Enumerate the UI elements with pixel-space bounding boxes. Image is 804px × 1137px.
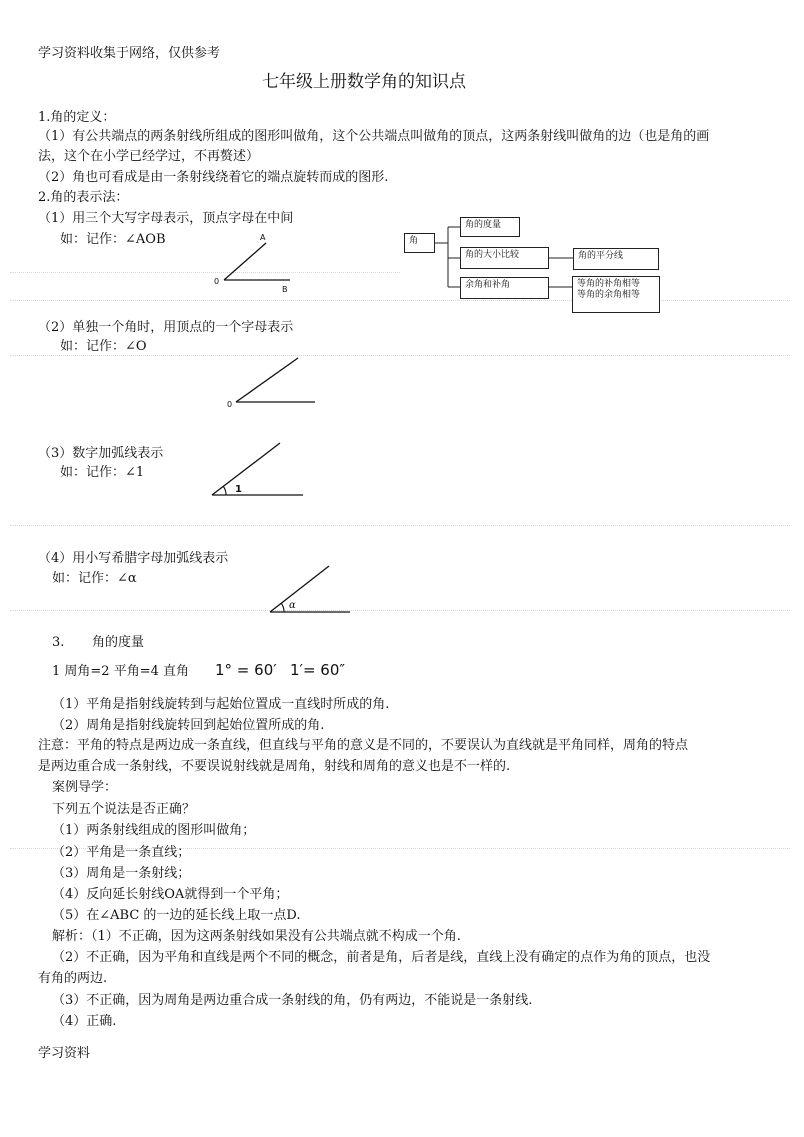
minute-conversion: 1′= 60″	[290, 661, 345, 679]
rule-complement: 等角的余角相等	[577, 290, 641, 300]
degree-conversion: 1° = 60′	[215, 661, 277, 679]
figure-angle-aob	[214, 233, 290, 294]
question-5: （5）在∠ABC 的一边的延长线上取一点D.	[52, 908, 301, 923]
ray-oa	[224, 243, 266, 280]
footer-note: 学习资料	[38, 1046, 91, 1061]
mindmap-node-measure: 角的度量	[460, 217, 520, 237]
question-intro: 下列五个说法是否正确？	[52, 802, 196, 817]
question-1: （1）两条射线组成的图形叫做角；	[52, 823, 256, 838]
method-4: （4）用小写希腊字母加弧线表示	[38, 551, 229, 566]
section-3-number: 3.	[52, 635, 65, 650]
answer-4: （4）正确.	[52, 1014, 117, 1029]
note-line-b: 是两边重合成一条射线，不要误说射线就是周角，射线和周角的意义也是不一样的.	[38, 759, 511, 774]
full-angle-def: （2）周角是指射线旋转回到起始位置所成的角.	[52, 718, 325, 733]
method-4-example: 如：记作：∠α	[52, 571, 137, 586]
rule-supplement: 等角的补角相等	[577, 279, 641, 289]
question-2: （2）平角是一条直线；	[52, 845, 191, 860]
answer-2a: （2）不正确，因为平角和直线是两个不同的概念，前者是角，后者是线，直线上没有确定的点作为角的顶点，也没	[52, 950, 711, 965]
answer-1: 解析：（1）不正确，因为这两条射线如果没有公共端点就不构成一个角.	[52, 929, 461, 944]
method-2-example: 如：记作：∠O	[60, 339, 147, 354]
note-line-a: 注意：平角的特点是两边成一条直线，但直线与平角的意义是不同的，不要误认为直线就是平角同样，周角的特点	[38, 738, 689, 753]
label-1: 1	[235, 484, 242, 495]
definition-line-1a: （1）有公共端点的两条射线所组成的图形叫做角，这个公共端点叫做角的顶点，这两条射线叫做角的边（也是角的画	[38, 129, 710, 144]
mindmap-node-rules	[572, 276, 660, 313]
label-o: 0	[227, 400, 233, 409]
method-1-example: 如：记作：∠AOB	[60, 232, 166, 247]
label-b: B	[282, 285, 288, 294]
section-1-heading: 1.角的定义：	[38, 110, 116, 125]
section-2-heading: 2.角的表示法：	[38, 190, 129, 205]
method-3-example: 如：记作：∠1	[60, 465, 145, 480]
page-title: 七年级上册数学角的知识点	[262, 72, 466, 92]
ray-slanted	[212, 443, 280, 495]
method-2: （2）单独一个角时，用顶点的一个字母表示	[38, 320, 294, 335]
definition-line-1b: 法，这个在小学已经学过，不再赘述）	[38, 149, 260, 164]
straight-angle-def: （1）平角是指射线旋转到与起始位置成一直线时所成的角.	[52, 697, 390, 712]
question-3: （3）周角是一条射线；	[52, 866, 191, 881]
figure-angle-alpha	[270, 566, 350, 612]
angle-arc	[223, 486, 226, 495]
ray-slanted	[236, 358, 298, 402]
method-3: （3）数字加弧线表示	[38, 446, 164, 461]
mindmap-node-complement: 余角和补角	[460, 277, 549, 299]
label-alpha: α	[289, 600, 296, 611]
case-heading: 案例导学：	[52, 780, 118, 795]
unit-relation: 1 周角=2 平角=4 直角	[52, 664, 189, 679]
section-3-heading: 角的度量	[92, 635, 145, 650]
answer-2b: 有角的两边.	[38, 971, 108, 986]
figure-angle-o	[227, 358, 315, 409]
mindmap-root: 角	[404, 233, 435, 253]
question-4: （4）反向延长射线OA就得到一个平角；	[52, 887, 289, 902]
header-note: 学习资料收集于网络，仅供参考	[38, 46, 221, 61]
angle-arc	[281, 603, 284, 612]
ray-slanted	[270, 566, 329, 612]
method-1: （1）用三个大写字母表示，顶点字母在中间	[38, 211, 294, 226]
figure-angle-1	[212, 443, 303, 495]
mindmap-node-bisector: 角的平分线	[573, 248, 659, 270]
label-a: A	[260, 233, 266, 242]
label-o: 0	[214, 277, 220, 286]
definition-line-2: （2）角也可看成是由一条射线绕着它的端点旋转而成的图形.	[38, 170, 389, 185]
answer-3: （3）不正确，因为周角是两边重合成一条射线的角，仍有两边，不能说是一条射线.	[52, 993, 533, 1008]
mindmap-node-compare: 角的大小比较	[460, 247, 549, 269]
